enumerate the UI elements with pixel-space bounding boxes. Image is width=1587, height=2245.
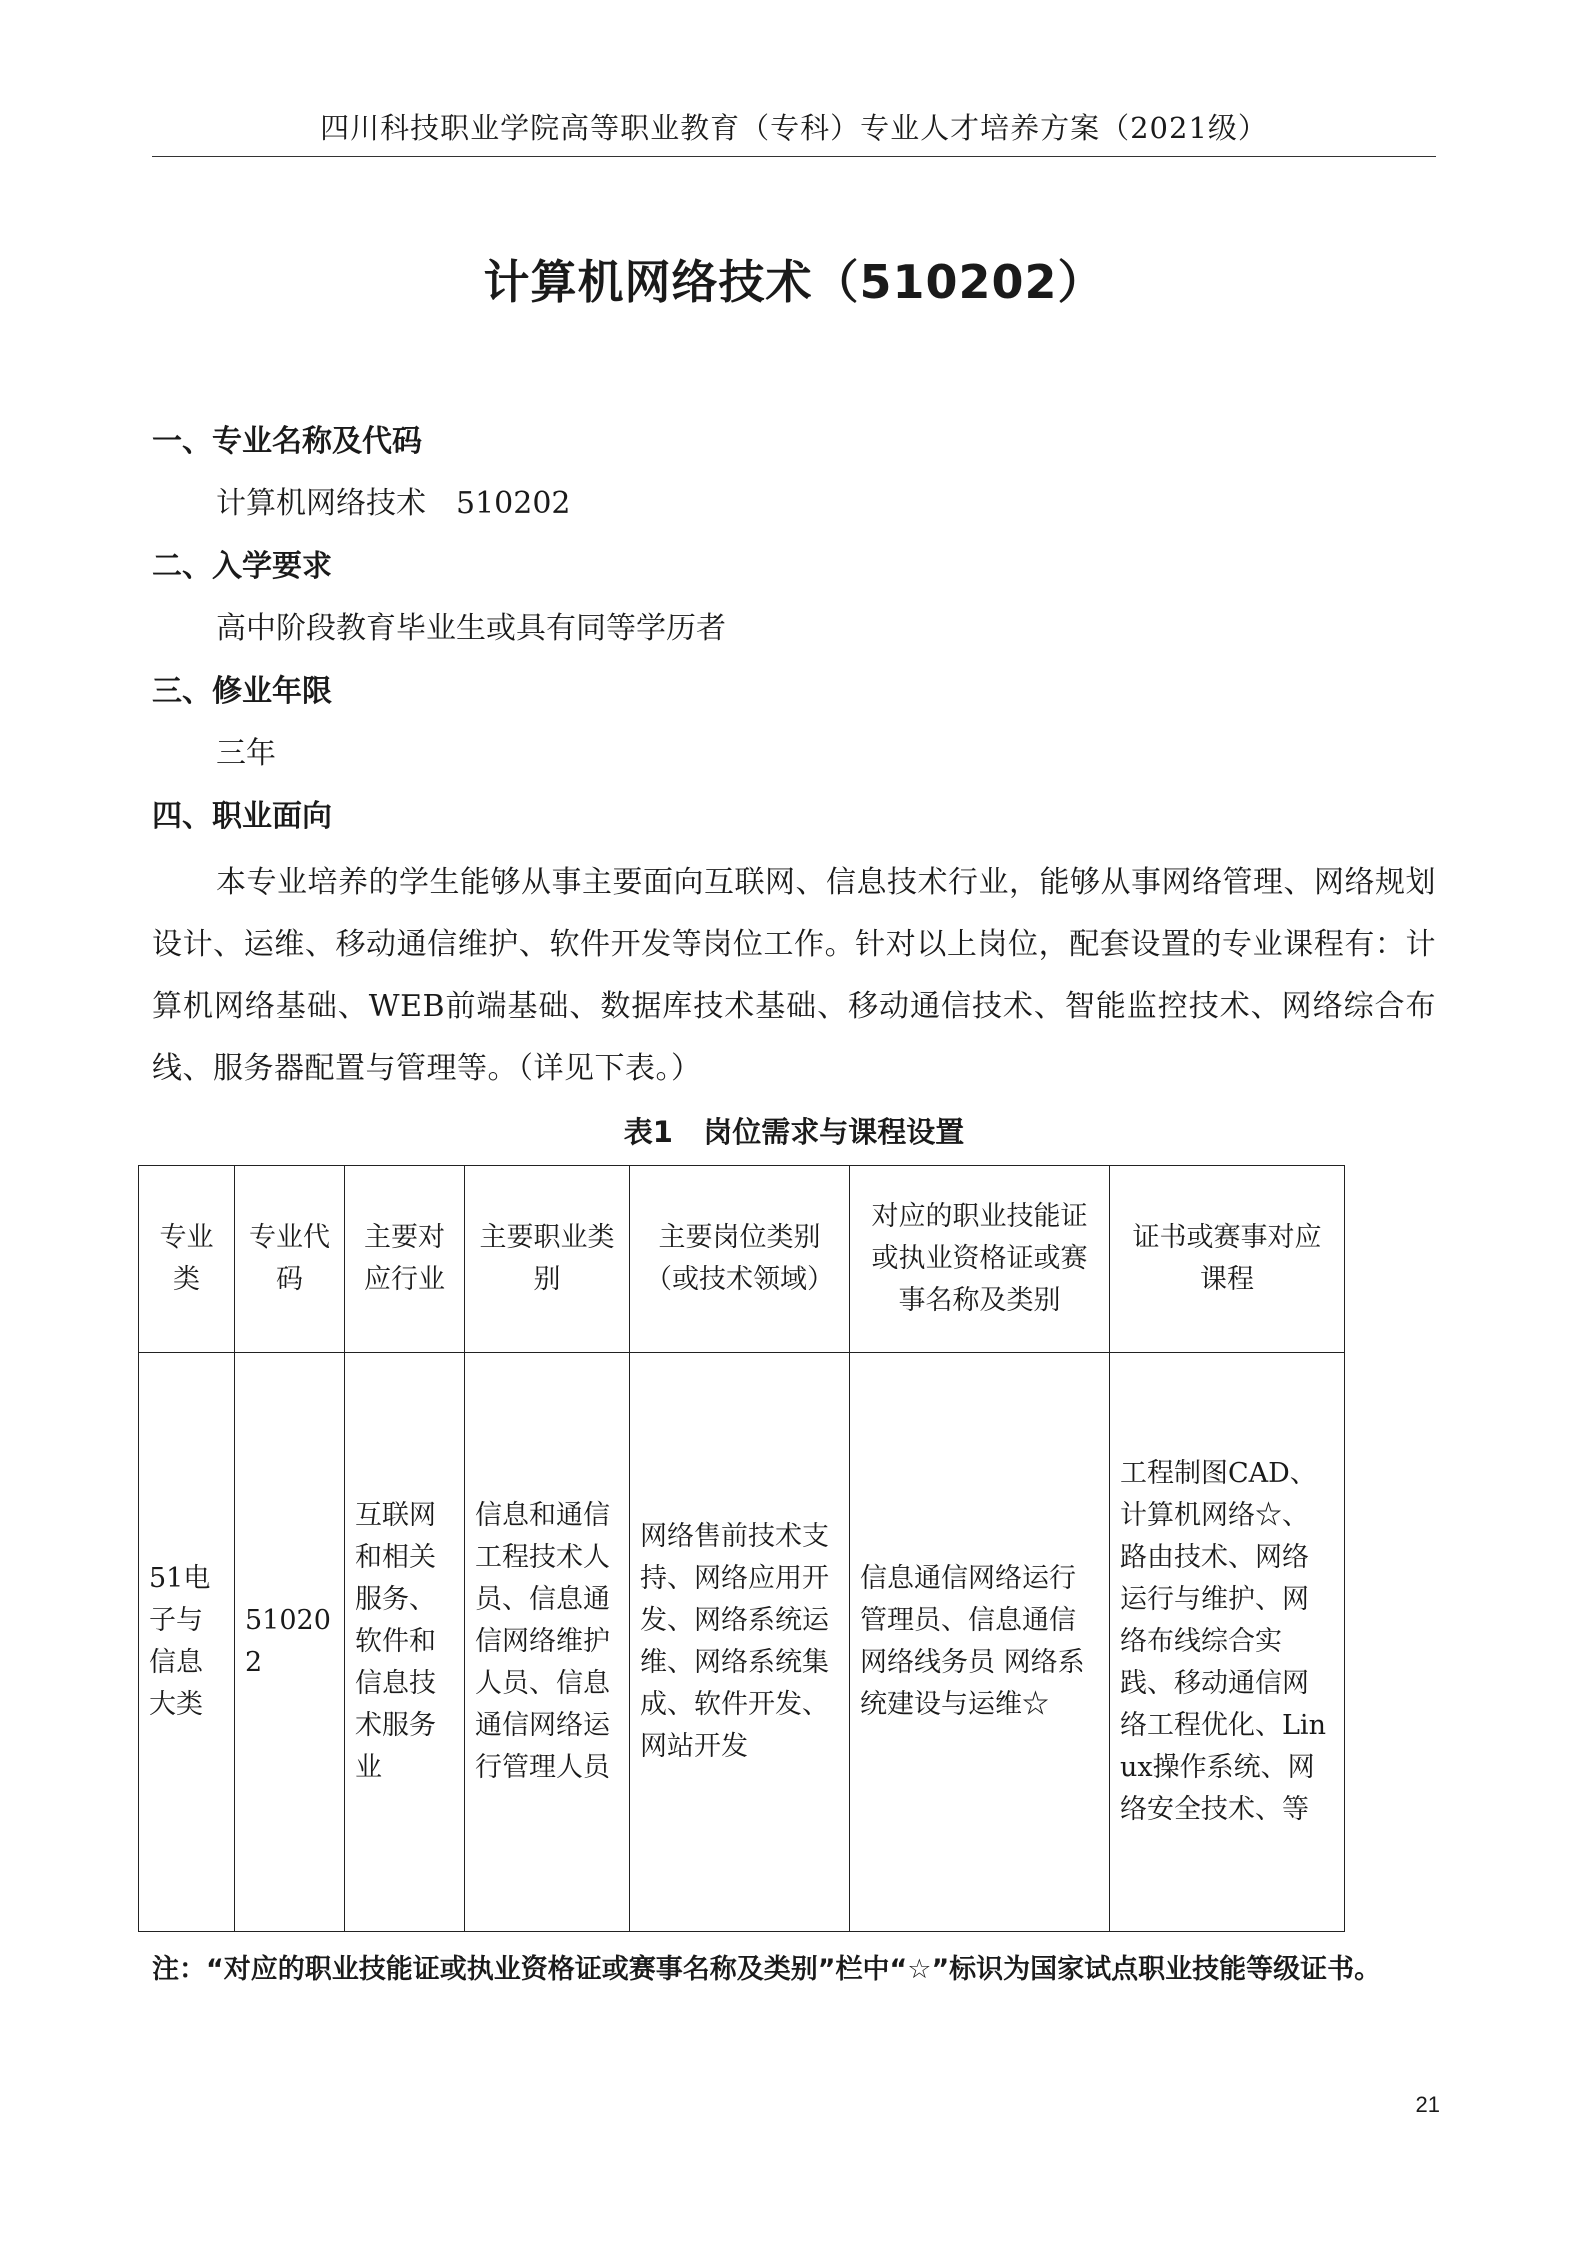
- section-content-career: 本专业培养的学生能够从事主要面向互联网、信息技术行业，能够从事网络管理、网络规划设计、运维、移动通信维护、软件开发等岗位工作。针对以上岗位，配套设置的专业课程有：计算机网络基础、WEB前端基础、数据库技术基础、移动通信技术、智能监控技术、网络综合布线、服务器配置与管理等。（详见下表。）: [152, 865, 1436, 1086]
- section-heading-name-code: 一、专业名称及代码: [152, 424, 422, 459]
- header-major-code: 专业代码: [235, 1166, 345, 1353]
- section-heading-admission: 二、入学要求: [152, 549, 332, 584]
- header-occupation: 主要职业类别: [465, 1166, 630, 1353]
- cell-course: 工程制图CAD、计算机网络☆、路由技术、网络运行与维护、网络布线综合实践、移动通信网络工程优化、Linux操作系统、网络安全技术、等: [1110, 1353, 1345, 1932]
- table-header-row: [139, 1166, 1345, 1353]
- cell-major-category: 51电子与信息大类: [139, 1353, 235, 1932]
- page-number: 21: [1415, 2092, 1440, 2117]
- section-heading-duration: 三、修业年限: [152, 674, 332, 709]
- page-header: 四川科技职业学院高等职业教育（专科）专业人才培养方案（2021级）: [320, 111, 1268, 145]
- job-course-table: [138, 1165, 1345, 1932]
- cell-major-code: 510202: [235, 1353, 345, 1932]
- cell-industry: 互联网和相关服务、软件和信息技术服务业: [345, 1353, 465, 1932]
- cell-certificate: 信息通信网络运行管理员、信息通信网络线务员 网络系统建设与运维☆: [850, 1353, 1110, 1932]
- table-footnote: 注：“对应的职业技能证或执业资格证或赛事名称及类别”栏中“☆”标识为国家试点职业技能等级证书。: [152, 1954, 1382, 1985]
- header-certificate: 对应的职业技能证或执业资格证或赛事名称及类别: [850, 1166, 1110, 1353]
- header-position: 主要岗位类别（或技术领域）: [630, 1166, 850, 1353]
- header-major-category: 专业类: [139, 1166, 235, 1353]
- section-content-name-code: 计算机网络技术 510202: [216, 486, 571, 521]
- cell-occupation: 信息和通信工程技术人员、信息通信网络维护人员、信息通信网络运行管理人员: [465, 1353, 630, 1932]
- cell-position: 网络售前技术支持、网络应用开发、网络系统运维、网络系统集成、软件开发、网站开发: [630, 1353, 850, 1932]
- section-content-duration: 三年: [216, 736, 276, 771]
- section-content-admission: 高中阶段教育毕业生或具有同等学历者: [216, 611, 726, 646]
- header-industry: 主要对应行业: [345, 1166, 465, 1353]
- table-row: [139, 1353, 1345, 1932]
- header-divider: [152, 156, 1436, 157]
- table-caption: [152, 1110, 1436, 1154]
- table-caption-number: 表1: [623, 1115, 673, 1149]
- section-heading-career: 四、职业面向: [152, 799, 332, 834]
- table-caption-title: 岗位需求与课程设置: [703, 1115, 965, 1149]
- document-title: 计算机网络技术（510202）: [483, 255, 1105, 309]
- header-course: 证书或赛事对应课程: [1110, 1166, 1345, 1353]
